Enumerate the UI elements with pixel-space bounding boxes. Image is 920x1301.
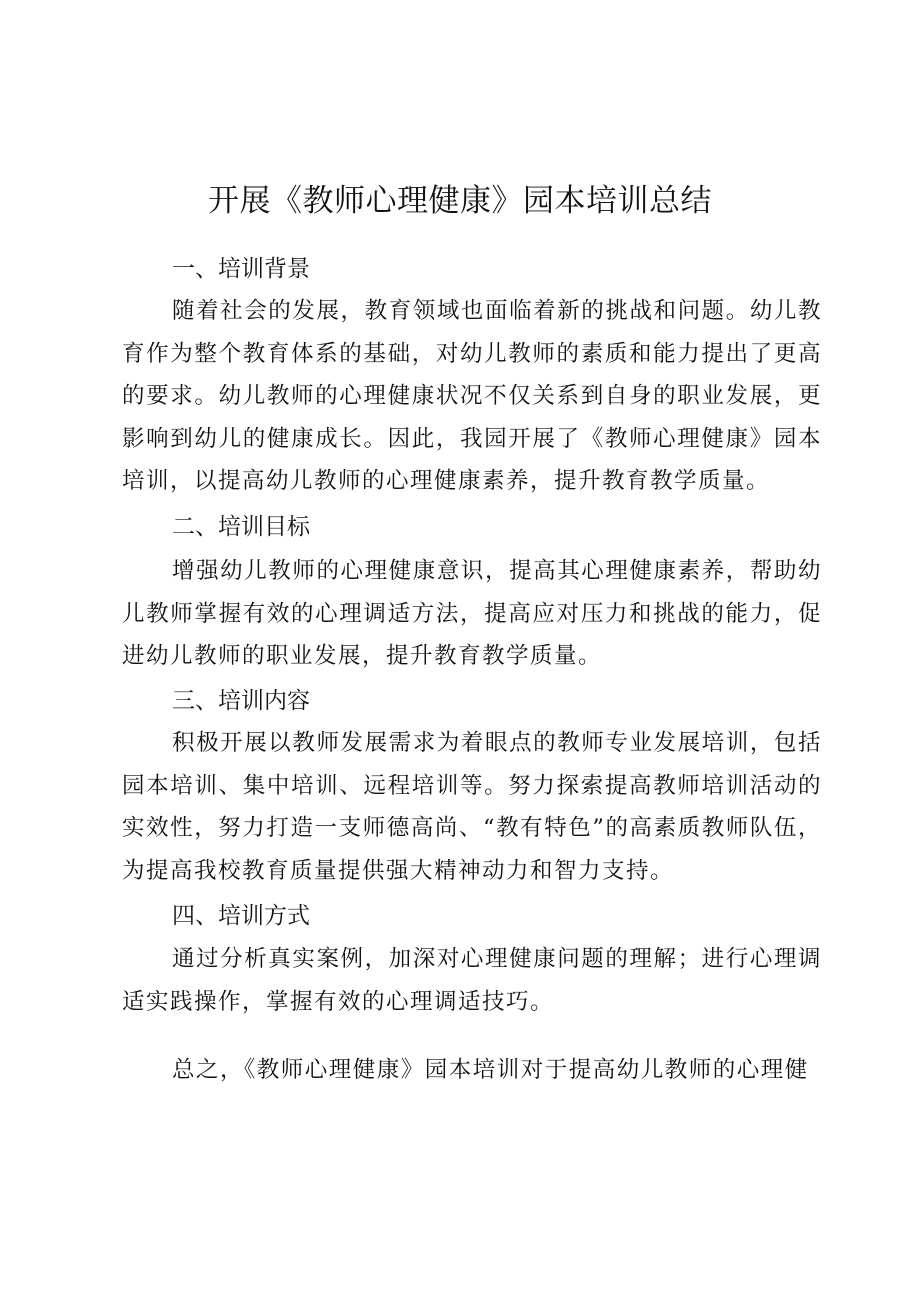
section-heading-content: 三、培训内容 (172, 688, 310, 714)
section-heading-goals: 二、培训目标 (172, 514, 310, 540)
section-heading-methods: 四、培训方式 (172, 903, 310, 929)
section-paragraph-methods: 通过分析真实案例，加深对心理健康问题的理解；进行心理调适实践操作，掌握有效的心理调适技巧。 (122, 946, 822, 1015)
section-heading-background: 一、培训背景 (172, 256, 310, 282)
section-paragraph-background: 随着社会的发展，教育领域也面临着新的挑战和问题。幼儿教育作为整个教育体系的基础，对幼儿教师的素质和能力提出了更高的要求。幼儿教师的心理健康状况不仅关系到自身的职业发展，更影响到幼儿的健康成长。因此，我园开展了《教师心理健康》园本培训，以提高幼儿教师的心理健康素养，提升教育教学质量。 (122, 298, 822, 494)
document-title: 开展《教师心理健康》园本培训总结 (208, 182, 712, 219)
section-paragraph-goals: 增强幼儿教师的心理健康意识，提高其心理健康素养，帮助幼儿教师掌握有效的心理调适方法，提高应对压力和挑战的能力，促进幼儿教师的职业发展，提升教育教学质量。 (122, 558, 822, 669)
section-paragraph-content: 积极开展以教师发展需求为着眼点的教师专业发展培训，包括园本培训、集中培训、远程培训等。努力探索提高教师培训活动的实效性，努力打造一支师德高尚、“教有特色”的高素质教师队伍，为提高我校教育质量提供强大精神动力和智力支持。 (122, 730, 822, 884)
conclusion-paragraph: 总之，《教师心理健康》园本培训对于提高幼儿教师的心理健 (172, 1057, 809, 1083)
